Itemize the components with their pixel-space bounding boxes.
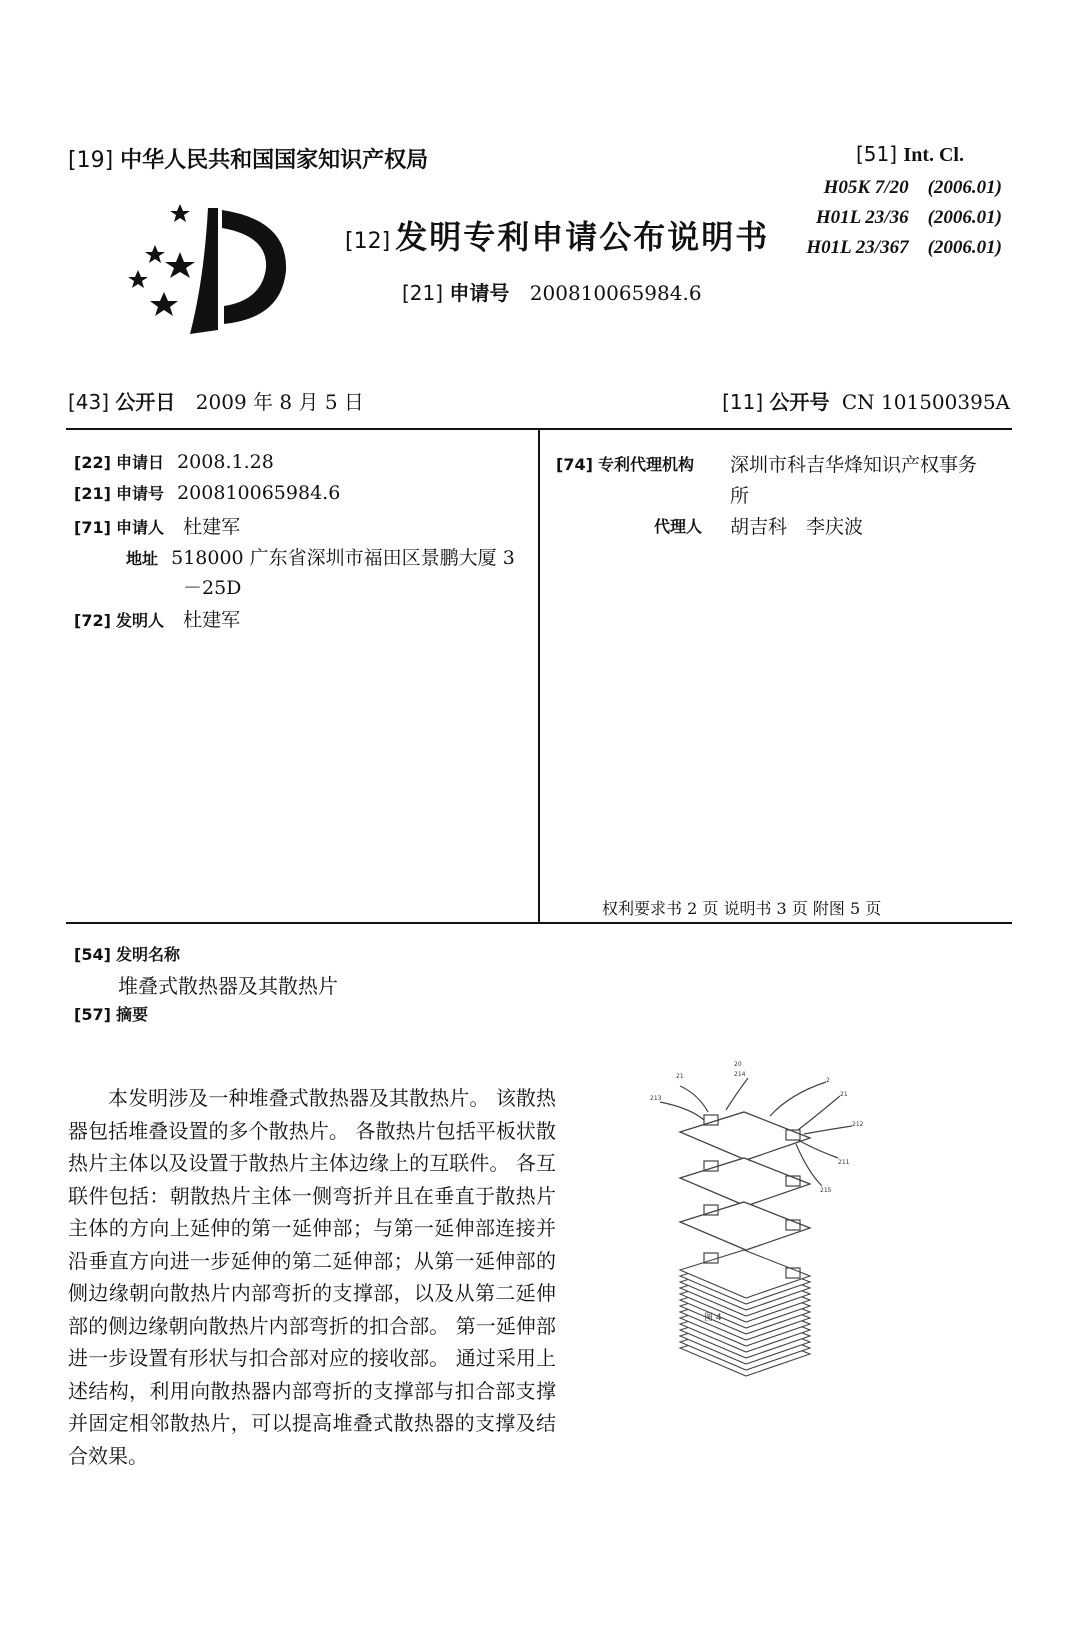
agency-code: [74] [556,455,593,474]
filing-code: [22] [74,453,111,472]
abstract-heading [74,1002,148,1025]
address-label: 地址 [126,549,159,568]
agency-row [556,452,694,475]
address-line: －25D [183,577,242,599]
filing-date: 2008.1.28 [177,451,274,473]
title-code: [54] [74,945,111,964]
page-count: 权利要求书 2 页 说明书 3 页 附图 5 页 [602,899,882,918]
publication-date [68,386,364,415]
agency-label: 专利代理机构 [597,455,694,474]
inventor-row [74,605,240,632]
figure-label: 20 [734,1061,742,1068]
app-label: 申请号 [115,484,164,503]
ipc-heading [856,142,964,167]
pub-date-code: [43] [68,390,110,414]
header-app-number [402,277,702,306]
publication-number [722,386,1010,415]
fin-plate [680,1202,810,1250]
inventor-label: 发明人 [115,611,164,630]
heat-sink-figure [640,1060,890,1390]
office-name: 中华人民共和国国家知识产权局 [120,148,429,173]
pub-date-label: 公开日 [115,390,176,414]
app-number: 200810065984.6 [177,482,341,504]
filing-date-row [74,450,274,473]
agent-label: 代理人 [654,517,703,536]
figure-label: 2 [826,1077,830,1084]
applicant-code: [71] [74,518,111,537]
figure-label: 214 [734,1071,746,1078]
agent-names: 胡吉科 李庆波 [730,516,864,538]
agency-name-cont: 所 [730,485,750,507]
address-row [126,543,515,570]
applicant-label: 申请人 [115,518,164,537]
pub-no-value: CN 101500395A [841,390,1010,414]
ipc-class: H01L 23/36 (2006.01) [815,207,1002,228]
applicant-row [74,512,240,539]
doc-type-title: 发明专利申请公布说明书 [395,218,770,256]
agency-name: 深圳市科吉华烽知识产权事务 [730,454,978,476]
inventor-name: 杜建军 [183,609,241,631]
header-app-no-value: 200810065984.6 [529,281,702,305]
figure-label: 213 [650,1095,662,1102]
pub-date-value: 2009 年 8 月 5 日 [195,390,364,414]
title-label: 发明名称 [115,945,180,964]
cnipa-logo-icon [120,200,300,340]
doc-type-code: [12] [345,229,391,254]
ipc-class: H01L 23/367 (2006.01) [806,237,1002,258]
abstract-code: [57] [74,1005,111,1024]
fin-plate [680,1158,810,1206]
inventor-code: [72] [74,611,111,630]
app-number-row [74,481,340,504]
office-heading [68,143,428,174]
invention-title: 堆叠式散热器及其散热片 [118,974,338,998]
app-code: [21] [74,484,111,503]
doc-type-heading [345,212,769,258]
office-code: [19] [68,148,114,173]
pub-no-label: 公开号 [769,390,830,414]
abstract-text: 本发明涉及一种堆叠式散热器及其散热片。 该散热器包括堆叠设置的多个散热片。 各散热片包括平板状散热片主体以及设置于散热片主体边缘上的互联件。 各互联件包括：朝散热片主体一侧弯折并且在垂直于散热片主体的方向上延伸的第一延伸部；与第一延伸部连接并沿垂直方向进一步延伸的第二延伸部；从第一延伸部的侧边缘朝向散热片内部弯折的支撑部，以及从第二延伸部的侧边缘朝向散热片内部弯折的扣合部。 第一延伸部进一步设置有形状与扣合部对应的接收部。 通过采用上述结构，利用向散热器内部弯折的支撑部与扣合部支撑并固定相邻散热片，可以提高堆叠式散热器的支撑及结合效果。 [68,1086,556,1468]
figure-label: 211 [838,1159,850,1166]
figure-label: 212 [852,1121,864,1128]
column-divider [538,428,540,924]
ipc-class: H05K 7/20 (2006.01) [823,177,1002,198]
fin-plate [680,1112,810,1160]
figure-label: 215 [820,1187,832,1194]
fin-stack [680,1250,810,1376]
header-app-no-code: [21] [402,281,444,305]
header-app-no-label: 申请号 [449,281,510,305]
figure-caption: 图 4 [704,1313,722,1323]
ipc-label: Int. Cl. [903,144,964,166]
applicant-name: 杜建军 [183,516,241,538]
invention-title-heading [74,942,180,965]
abstract-label: 摘要 [115,1005,148,1024]
figure-label: 21 [840,1091,848,1098]
filing-label: 申请日 [115,453,164,472]
divider [66,922,1012,924]
pub-no-code: [11] [722,390,764,414]
figure-label: 21 [676,1073,684,1080]
ipc-code: [51] [856,142,898,166]
address-line: 518000 广东省深圳市福田区景鹏大厦 3 [171,547,515,569]
